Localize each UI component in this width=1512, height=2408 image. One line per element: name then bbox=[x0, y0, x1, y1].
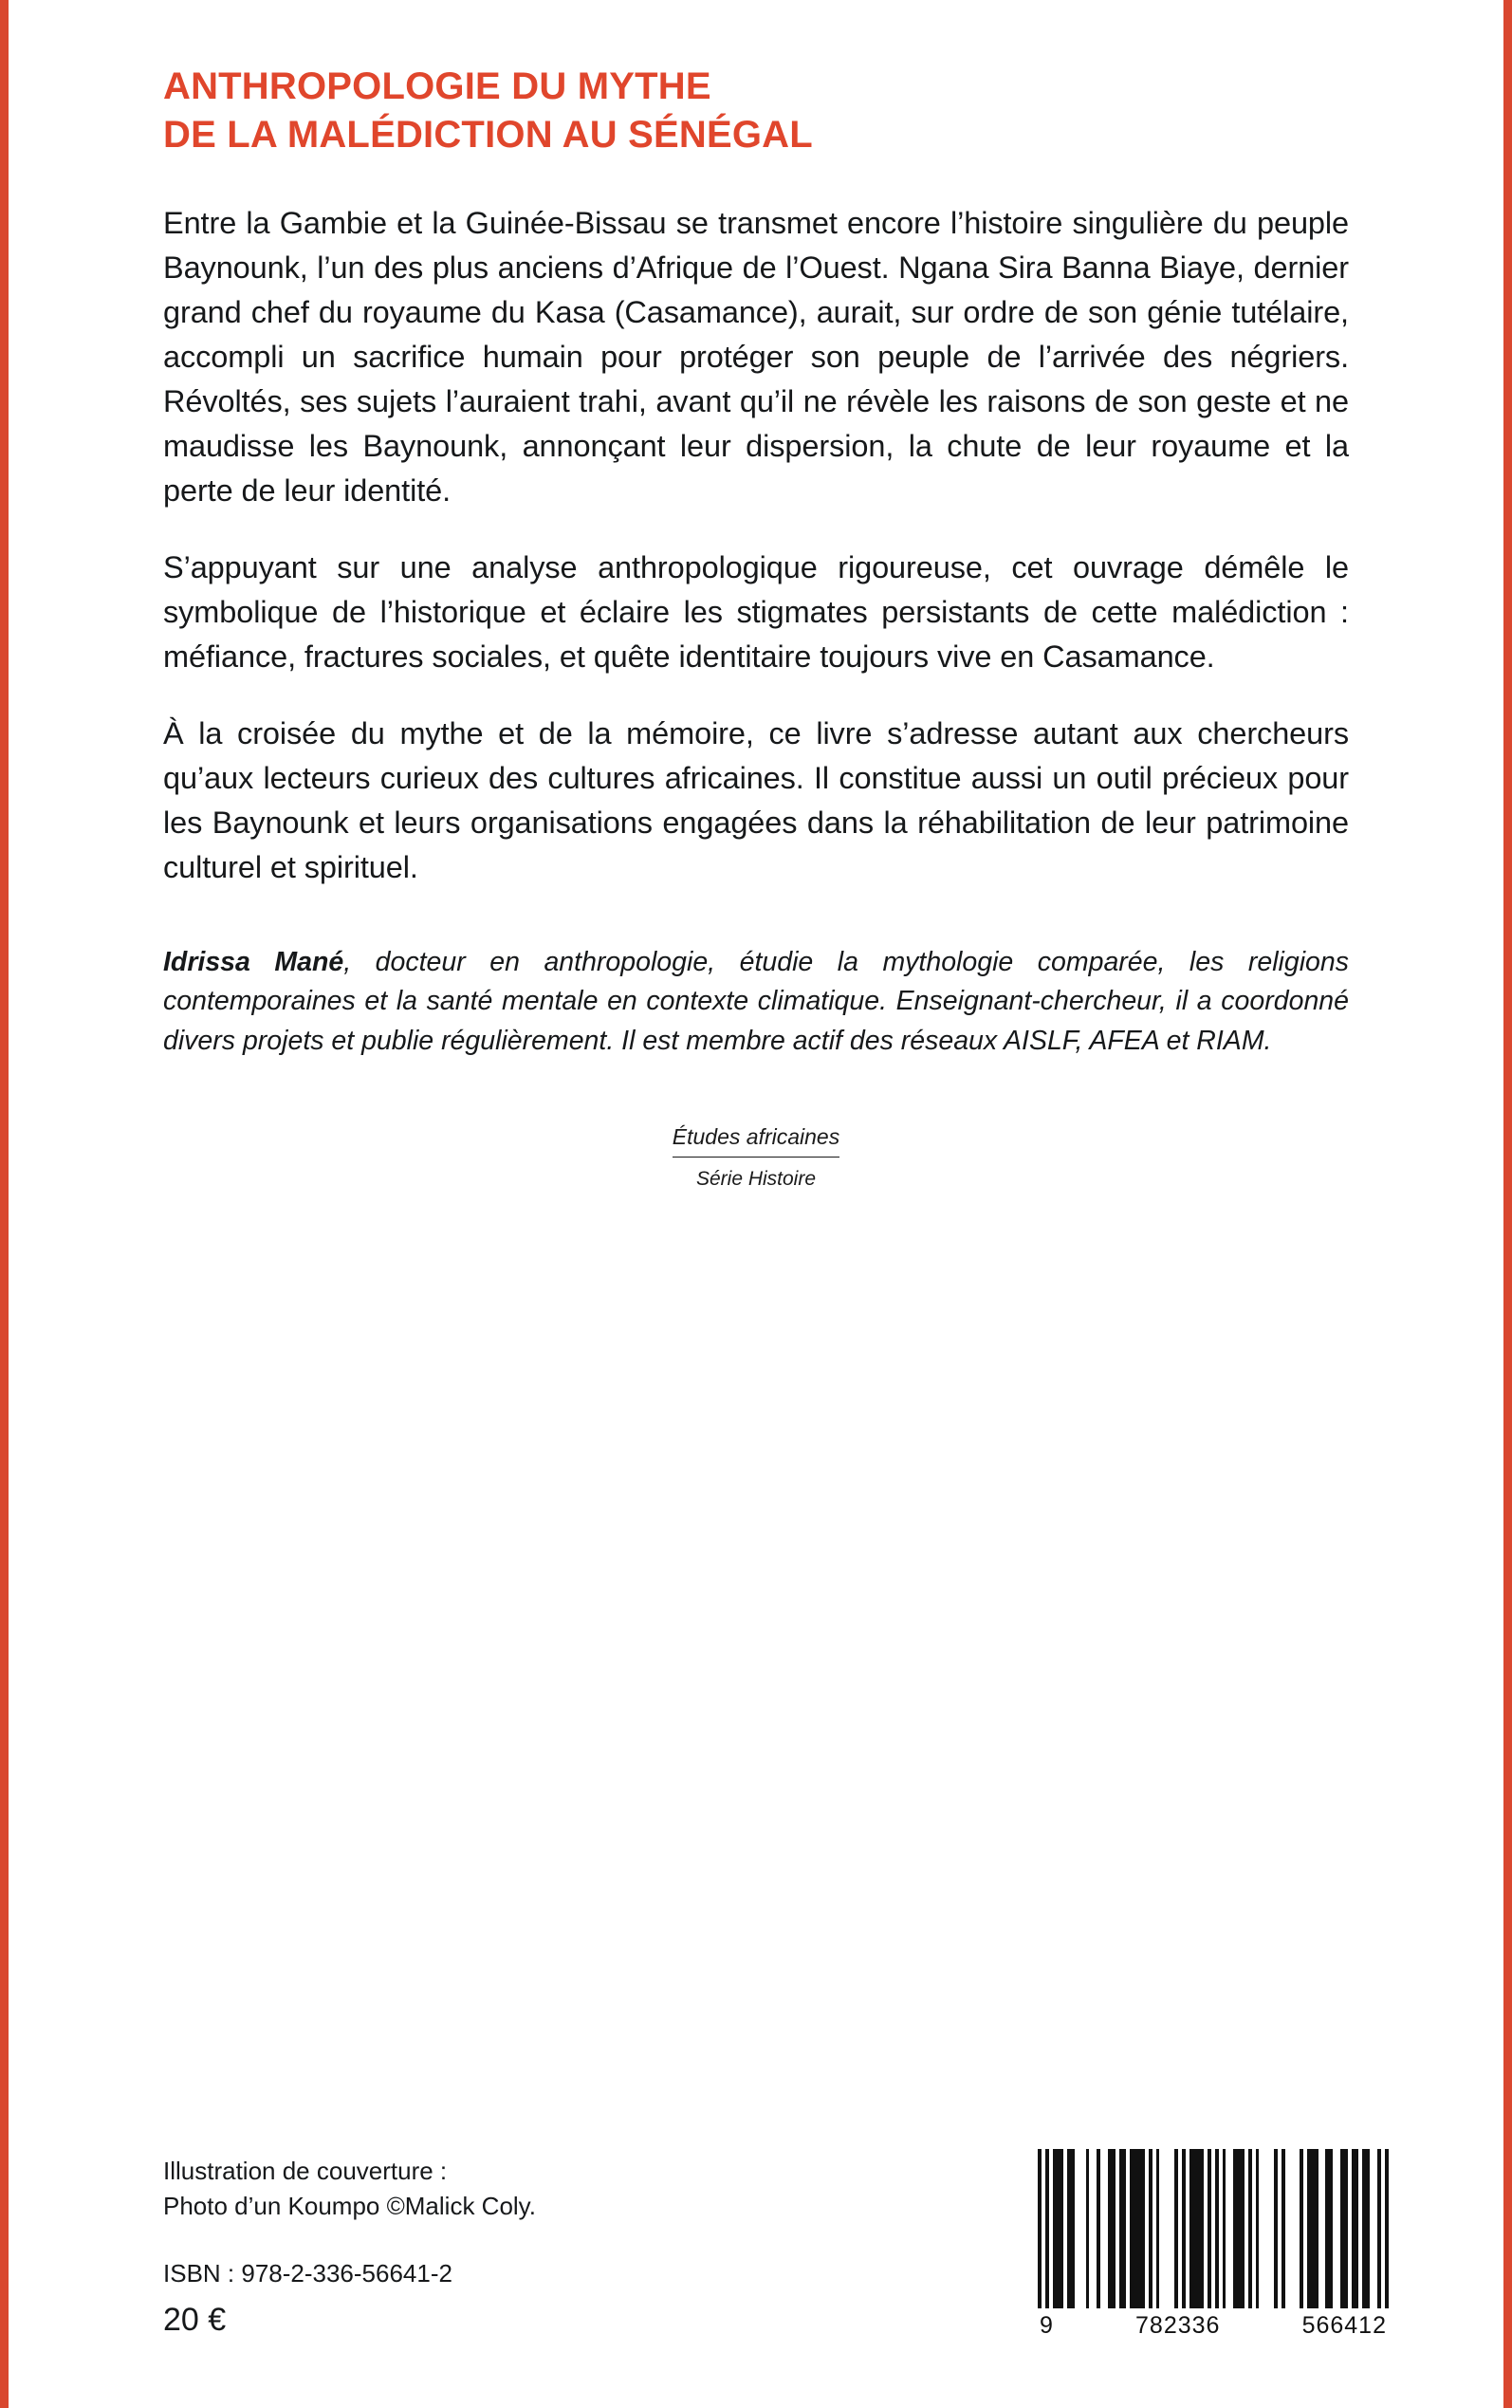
barcode-digits bbox=[1038, 2312, 1389, 2340]
blurb-paragraph-3: À la croisée du mythe et de la mémoire, ce livre s’adresse autant aux chercheurs qu’aux lecteurs curieux des cultures africaines. Il constitue aussi un outil précieux pour les Baynounk et leurs organisations engagées dans la réhabilitation de leur patrimoine culturel et spirituel. bbox=[163, 715, 1349, 884]
author-bio-text: , docteur en anthropologie, étudie la mythologie comparée, les religions contemporaines et la santé mentale en contexte climatique. Enseignant-chercheur, il a coordonné divers projets et publie régulièrement. Il est membre actif des réseaux AISLF, AFEA et RIAM. bbox=[163, 946, 1350, 1056]
title-line-1: ANTHROPOLOGIE DU MYTHE bbox=[163, 65, 711, 107]
footer-left bbox=[163, 2154, 536, 2340]
blurb-paragraph-1: Entre la Gambie et la Guinée-Bissau se transmet encore l’histoire singulière du peuple Baynounk, l’un des plus anciens d’Afrique de l’Ouest. Ngana Sira Banna Biaye, dernier grand chef du royaume du Kasa (Casamance), aurait, sur ordre de son génie tutélaire, accompli un sacrifice humain pour protéger son peuple de l’arrivée des négriers. Révoltés, ses sujets l’auraient trahi, avant qu’il ne révèle les raisons de son geste et ne maudisse les Baynounk, annonçant leur dispersion, la chute de leur royaume et la perte de leur identité. bbox=[163, 206, 1349, 509]
cover-content bbox=[163, 63, 1349, 1191]
page-title bbox=[163, 63, 1349, 159]
author-bio bbox=[163, 943, 1349, 1062]
series-name: Études africaines bbox=[673, 1124, 839, 1158]
left-accent-strip bbox=[0, 0, 9, 2408]
right-accent-strip bbox=[1503, 0, 1512, 2408]
barcode-bars bbox=[1038, 2149, 1389, 2308]
isbn-text: ISBN : 978-2-336-56641-2 bbox=[163, 2259, 452, 2288]
barcode-digit-mid: 782336 bbox=[1135, 2312, 1221, 2339]
blurb-paragraph-2: S’appuyant sur une analyse anthropologique rigoureuse, cet ouvrage démêle le symbolique de l’historique et éclaire les stigmates persistants de cette malédiction : méfiance, fractures sociales, et quête identitaire toujours vive en Casamance. bbox=[163, 550, 1349, 674]
credit-line-1: Illustration de couverture : bbox=[163, 2157, 448, 2186]
credit-line-2: Photo d’un Koumpo ©Malick Coly. bbox=[163, 2192, 536, 2221]
barcode bbox=[1038, 2149, 1389, 2340]
cover-illustration-credit bbox=[163, 2154, 536, 2224]
title-line-2: DE LA MALÉDICTION AU SÉNÉGAL bbox=[163, 114, 813, 157]
series-subtitle: Série Histoire bbox=[695, 1167, 817, 1190]
cover-footer bbox=[163, 2149, 1389, 2340]
barcode-digit-right: 566412 bbox=[1301, 2312, 1387, 2339]
barcode-digit-left: 9 bbox=[1040, 2312, 1054, 2339]
author-name: Idrissa Mané bbox=[163, 946, 344, 977]
series-block bbox=[163, 1124, 1349, 1191]
price-text: 20 € bbox=[163, 2302, 227, 2339]
